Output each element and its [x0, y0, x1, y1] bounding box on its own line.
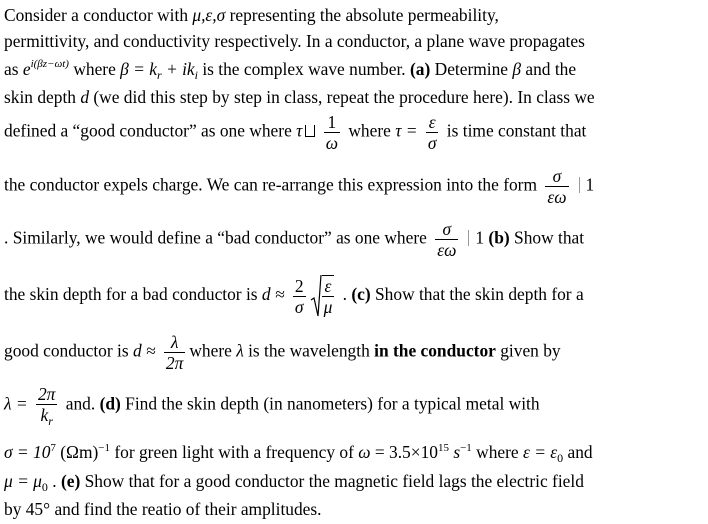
- text: defined a “good conductor” as one where: [4, 120, 297, 141]
- text: representing the absolute permeability,: [225, 5, 499, 25]
- denominator: μ: [323, 297, 333, 317]
- denominator: 2π: [165, 353, 184, 373]
- math: = 3.5×10: [370, 442, 438, 462]
- math: s: [448, 442, 461, 462]
- missing-glyph-box: [305, 125, 315, 137]
- math-subscript: i: [194, 68, 198, 82]
- math: σ = 10: [4, 442, 51, 462]
- line-13: [4, 498, 322, 520]
- denominator: εω: [547, 187, 567, 207]
- line-8: [4, 274, 584, 318]
- radical-sign-icon: [310, 274, 322, 318]
- text: (we did this step by step in class, repeat the procedure here). In class we: [89, 87, 595, 107]
- math: β: [512, 59, 522, 79]
- math-symbols: μ,ε,σ: [192, 5, 226, 25]
- numerator: 1: [327, 112, 337, 132]
- text: is the complex wave number.: [197, 59, 410, 79]
- text: where: [471, 442, 523, 462]
- missing-glyph-bar: [579, 177, 580, 193]
- text: Find the skin depth (in nanometers) for a typical metal with: [120, 393, 540, 414]
- missing-glyph-bar: [468, 230, 469, 246]
- line-5: [4, 112, 586, 153]
- part-label-e: (e): [60, 471, 81, 491]
- denominator: ω: [325, 133, 339, 153]
- denominator: εω: [437, 240, 457, 260]
- text: and the: [521, 59, 577, 79]
- math-subscript: 0: [41, 480, 48, 494]
- text: Determine: [430, 59, 513, 79]
- text: good conductor is: [4, 340, 133, 361]
- numerator: 2π: [37, 384, 56, 404]
- part-label-d: (d): [99, 393, 121, 414]
- part-label-a: (a): [410, 59, 431, 79]
- text: where: [344, 120, 396, 141]
- math-e: e: [22, 59, 31, 79]
- math: d ≈: [132, 340, 156, 361]
- line-12: [4, 470, 584, 494]
- line-9: [4, 332, 561, 373]
- text: Show that for a good conductor the magnetic field lags the electric field: [80, 471, 584, 491]
- text: 1: [585, 174, 595, 195]
- text: and: [563, 442, 593, 462]
- text: Show that: [509, 227, 585, 248]
- text: .: [338, 284, 352, 304]
- math: τ =: [395, 120, 418, 141]
- part-label-c: (c): [351, 284, 371, 304]
- square-root: [310, 274, 339, 318]
- numerator: σ: [552, 166, 562, 186]
- text: Show that the skin depth for a: [370, 284, 584, 304]
- math: d: [80, 87, 90, 107]
- math: ω: [358, 442, 371, 462]
- math-subscript: r: [156, 68, 162, 82]
- math: + ik: [161, 59, 195, 79]
- math: ε = ε: [523, 442, 558, 462]
- math-exponent: i(βz−ωt): [30, 58, 69, 70]
- line-1: [4, 4, 499, 26]
- text: . Similarly, we would define a “bad conductor” as one where: [4, 227, 432, 248]
- fraction: [545, 166, 568, 207]
- text: and find the reatio of their amplitudes.: [50, 499, 322, 519]
- fraction: [164, 332, 185, 373]
- text: .: [47, 471, 61, 491]
- numerator: λ: [170, 332, 179, 352]
- text: is the wavelength: [243, 340, 375, 361]
- line-7: [4, 219, 584, 260]
- math: μ = μ: [4, 471, 42, 491]
- math: λ =: [4, 393, 28, 414]
- math: (Ωm): [55, 442, 99, 462]
- math: λ: [236, 340, 244, 361]
- denominator: [36, 404, 57, 427]
- text: by 45°: [4, 499, 51, 519]
- math: k: [40, 405, 49, 425]
- line-4: [4, 86, 595, 108]
- math-exponent: 15: [437, 442, 449, 454]
- line-3: [4, 58, 576, 83]
- denominator: σ: [427, 133, 437, 153]
- numerator: ε: [428, 112, 436, 132]
- math-subscript: 0: [557, 451, 564, 465]
- numerator: ε: [324, 276, 332, 296]
- math: d ≈: [261, 284, 285, 304]
- math-exponent: 7: [50, 442, 56, 454]
- math: β = k: [120, 59, 157, 79]
- radicand: [322, 275, 335, 317]
- text: Consider a conductor with: [4, 5, 193, 25]
- fraction: [36, 384, 57, 427]
- text: permittivity, and conductivity respectively. In a conductor, a plane wave propagates: [4, 31, 585, 51]
- line-6: [4, 166, 594, 207]
- fraction: [324, 112, 340, 153]
- text: given by: [495, 340, 561, 361]
- text: for green light with a frequency of: [110, 442, 359, 462]
- text: 1: [475, 227, 489, 248]
- line-10: [4, 384, 540, 427]
- math-exponent: −1: [460, 442, 472, 454]
- text: the skin depth for a bad conductor is: [4, 284, 262, 304]
- math-subscript: r: [48, 414, 53, 428]
- fraction: [293, 276, 306, 317]
- text: as: [4, 59, 23, 79]
- text: where: [189, 340, 237, 361]
- line-11: [4, 441, 593, 466]
- numerator: 2: [294, 275, 304, 296]
- text: the conductor expels charge. We can re-arrange this expression into the form: [4, 174, 542, 195]
- text: where: [68, 59, 121, 79]
- numerator: σ: [442, 219, 452, 239]
- fraction: [435, 219, 458, 260]
- part-label-b: (b): [488, 227, 510, 248]
- denominator: σ: [293, 296, 306, 317]
- fraction: [426, 112, 439, 153]
- text: and.: [61, 393, 100, 414]
- emphasis: in the conductor: [374, 340, 496, 361]
- math-exponent: −1: [98, 442, 111, 454]
- text: is time constant that: [442, 120, 587, 141]
- text: skin depth: [4, 87, 81, 107]
- math: τ: [296, 120, 303, 141]
- line-2: [4, 30, 585, 52]
